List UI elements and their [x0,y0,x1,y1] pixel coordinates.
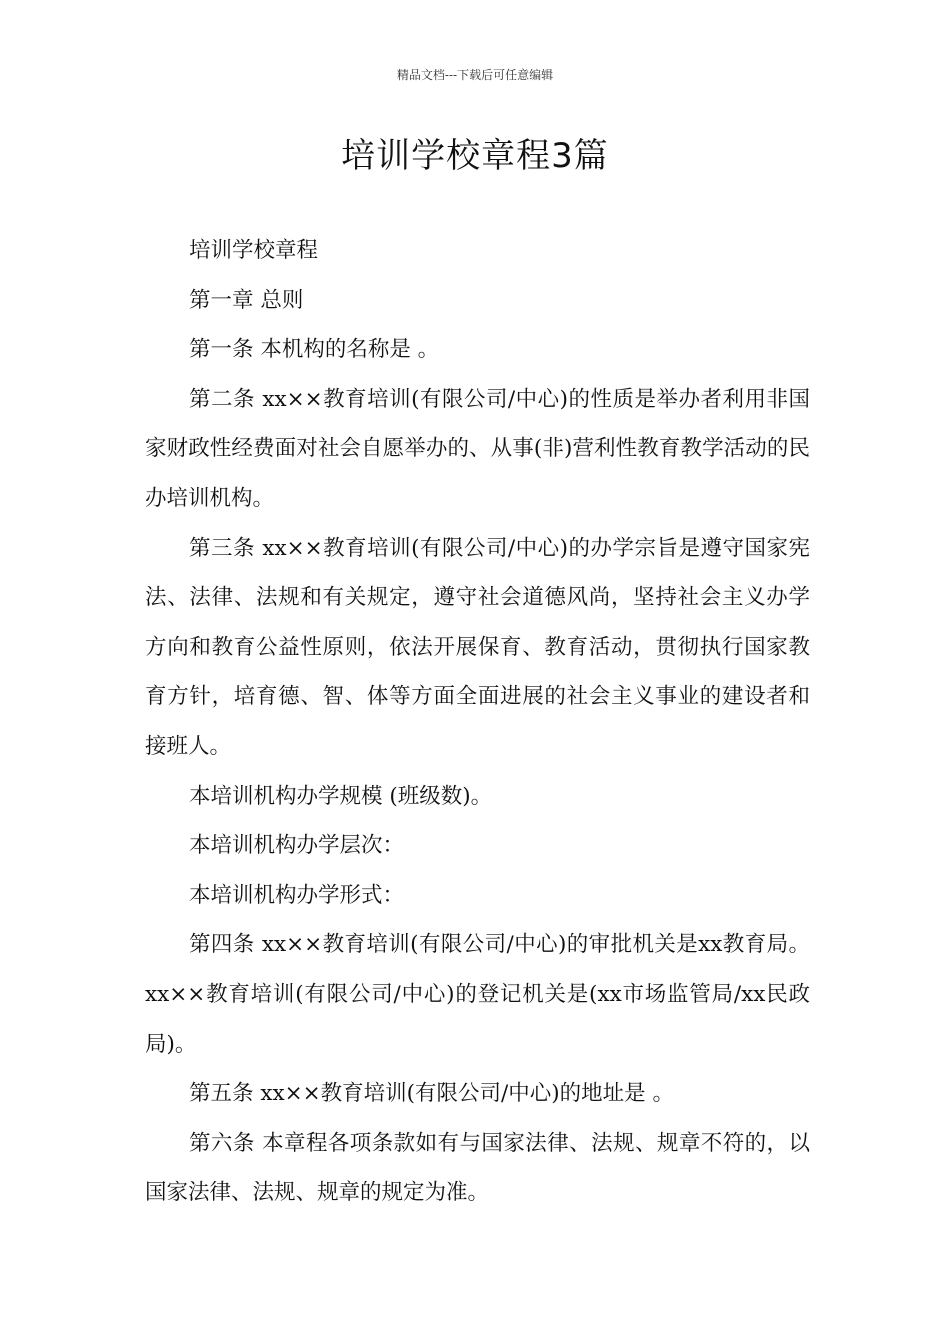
document-title: 培训学校章程3篇 [341,136,609,176]
paragraph-article-5: 第五条 xx××教育培训(有限公司/中心)的地址是 。 [189,1081,674,1107]
paragraph-article-2: 第二条 xx××教育培训(有限公司/中心)的性质是举办者利用非国家财政性经费面对社会自愿举办的、从事(非)营利性教育教学活动的民办培训机构。 [145,386,810,511]
paragraph-article-3: 第三条 xx××教育培训(有限公司/中心)的办学宗旨是遵守国家宪法、法律、法规和有关规定，遵守社会道德风尚，坚持社会主义办学方向和教育公益性原则，依法开展保育、教育活动，贯彻执行国家教育方针，培育德、智、体等方面全面进展的社会主义事业的建设者和接班人。 [145,535,810,759]
paragraph-chapter-1: 第一章 总则 [189,287,304,313]
paragraph-scale: 本培训机构办学规模 (班级数)。 [189,783,493,809]
header-note: 精品文档---下载后可任意编辑 [396,68,554,82]
paragraph-heading: 培训学校章程 [189,238,319,263]
document-body [145,226,810,1218]
paragraph-article-4: 第四条 xx××教育培训(有限公司/中心)的审批机关是xx教育局。xx××教育培训(有限公司/中心)的登记机关是(xx市场监管局/xx民政局)。 [145,932,810,1057]
paragraph-article-6: 第六条 本章程各项条款如有与国家法律、法规、规章不符的，以国家法律、法规、规章的规定为准。 [145,1130,810,1206]
paragraph-form: 本培训机构办学形式： [189,882,405,908]
paragraph-level: 本培训机构办学层次： [189,833,405,859]
paragraph-article-1: 第一条 本机构的名称是 。 [189,337,440,363]
